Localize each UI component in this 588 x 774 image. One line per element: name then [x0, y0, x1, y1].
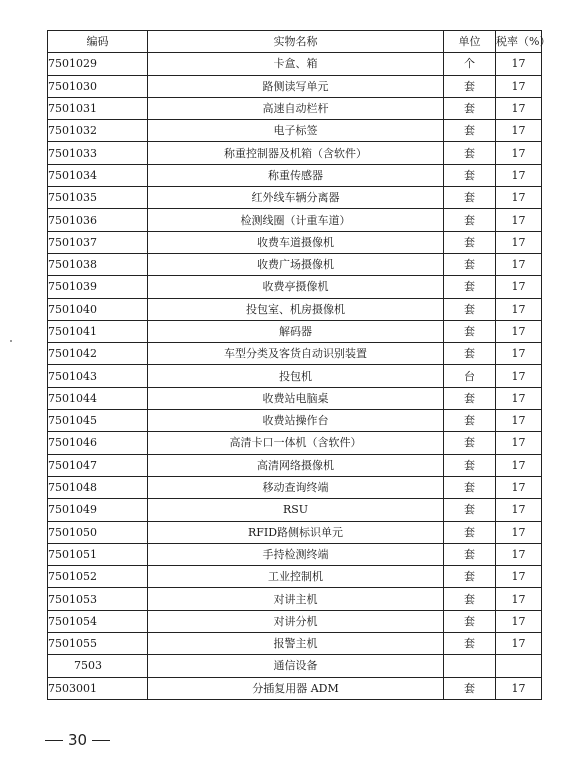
margin-mark [10, 340, 12, 342]
cell-unit: 套 [444, 432, 496, 454]
header-code: 编码 [48, 31, 148, 53]
cell-unit: 套 [444, 454, 496, 476]
cell-code: 7501055 [48, 633, 148, 655]
cell-code: 7501048 [48, 476, 148, 498]
table-row [48, 633, 542, 655]
table-row [48, 454, 542, 476]
cell-code: 7501035 [48, 187, 148, 209]
cell-name: 手持检测终端 [148, 543, 444, 565]
cell-name: 对讲主机 [148, 588, 444, 610]
table-header-row [48, 31, 542, 53]
table-row [48, 231, 542, 253]
table-row [48, 253, 542, 275]
cell-unit: 套 [444, 521, 496, 543]
cell-rate: 17 [496, 588, 542, 610]
cell-rate: 17 [496, 543, 542, 565]
cell-unit: 套 [444, 120, 496, 142]
cell-rate: 17 [496, 142, 542, 164]
cell-code: 7501034 [48, 164, 148, 186]
cell-rate: 17 [496, 75, 542, 97]
cell-name: 投包室、机房摄像机 [148, 298, 444, 320]
cell-unit [444, 655, 496, 677]
table-row [48, 655, 542, 677]
cell-unit: 套 [444, 566, 496, 588]
cell-rate: 17 [496, 320, 542, 342]
cell-name: 车型分类及客货自动识别装置 [148, 343, 444, 365]
table-row [48, 120, 542, 142]
table-row [48, 521, 542, 543]
table-row [48, 142, 542, 164]
cell-rate: 17 [496, 476, 542, 498]
cell-name: 高清网络摄像机 [148, 454, 444, 476]
table-row [48, 187, 542, 209]
cell-name: 电子标签 [148, 120, 444, 142]
cell-rate: 17 [496, 410, 542, 432]
cell-rate: 17 [496, 276, 542, 298]
cell-code: 7501029 [48, 53, 148, 75]
cell-unit: 套 [444, 543, 496, 565]
table-row [48, 588, 542, 610]
cell-code: 7501042 [48, 343, 148, 365]
cell-unit: 个 [444, 53, 496, 75]
cell-name: 路侧读写单元 [148, 75, 444, 97]
cell-name: 收费亭摄像机 [148, 276, 444, 298]
table-row [48, 387, 542, 409]
cell-unit: 套 [444, 410, 496, 432]
table-row [48, 365, 542, 387]
table-row [48, 343, 542, 365]
footer-dash-right [92, 740, 110, 741]
cell-name: 解码器 [148, 320, 444, 342]
cell-code: 7501038 [48, 253, 148, 275]
cell-rate: 17 [496, 566, 542, 588]
table-row [48, 276, 542, 298]
cell-unit: 套 [444, 142, 496, 164]
cell-code: 7501044 [48, 387, 148, 409]
page-number: 30 [68, 731, 88, 749]
cell-code: 7501043 [48, 365, 148, 387]
cell-rate: 17 [496, 164, 542, 186]
cell-unit: 套 [444, 320, 496, 342]
cell-code: 7501050 [48, 521, 148, 543]
cell-unit: 套 [444, 164, 496, 186]
cell-name: 对讲分机 [148, 610, 444, 632]
cell-code: 7501033 [48, 142, 148, 164]
table-row [48, 97, 542, 119]
cell-name: 工业控制机 [148, 566, 444, 588]
table-row [48, 320, 542, 342]
cell-unit: 套 [444, 187, 496, 209]
cell-code: 7501037 [48, 231, 148, 253]
cell-rate: 17 [496, 120, 542, 142]
table-row [48, 476, 542, 498]
cell-rate: 17 [496, 633, 542, 655]
table-row [48, 566, 542, 588]
page-footer [40, 731, 115, 749]
cell-name: 收费站操作台 [148, 410, 444, 432]
table-row [48, 543, 542, 565]
cell-name: 红外线车辆分离器 [148, 187, 444, 209]
cell-name: 高速自动栏杆 [148, 97, 444, 119]
cell-unit: 套 [444, 231, 496, 253]
cell-unit: 套 [444, 97, 496, 119]
cell-rate: 17 [496, 432, 542, 454]
cell-rate: 17 [496, 677, 542, 699]
cell-name: 收费站电脑桌 [148, 387, 444, 409]
cell-name: 卡盒、箱 [148, 53, 444, 75]
cell-rate: 17 [496, 253, 542, 275]
cell-unit: 套 [444, 476, 496, 498]
cell-code: 7501039 [48, 276, 148, 298]
cell-unit: 套 [444, 588, 496, 610]
table-row [48, 53, 542, 75]
cell-name: 称重传感器 [148, 164, 444, 186]
header-rate: 税率（%） [496, 31, 542, 53]
cell-unit: 套 [444, 253, 496, 275]
table-row [48, 432, 542, 454]
cell-rate: 17 [496, 187, 542, 209]
cell-code: 7501047 [48, 454, 148, 476]
cell-name: 通信设备 [148, 655, 444, 677]
cell-code: 7501046 [48, 432, 148, 454]
cell-unit: 套 [444, 499, 496, 521]
cell-code: 7501041 [48, 320, 148, 342]
cell-code: 7501045 [48, 410, 148, 432]
cell-name: 称重控制器及机箱（含软件） [148, 142, 444, 164]
table-row [48, 75, 542, 97]
cell-name: 移动查询终端 [148, 476, 444, 498]
cell-rate [496, 655, 542, 677]
cell-code: 7501054 [48, 610, 148, 632]
cell-rate: 17 [496, 343, 542, 365]
cell-name: 收费广场摄像机 [148, 253, 444, 275]
cell-unit: 套 [444, 677, 496, 699]
table-row [48, 164, 542, 186]
cell-unit: 套 [444, 610, 496, 632]
header-name: 实物名称 [148, 31, 444, 53]
tax-rate-table [47, 30, 551, 700]
cell-rate: 17 [496, 298, 542, 320]
cell-unit: 套 [444, 276, 496, 298]
cell-code: 7501031 [48, 97, 148, 119]
cell-code: 7501053 [48, 588, 148, 610]
cell-code: 7503 [48, 655, 148, 677]
cell-rate: 17 [496, 387, 542, 409]
cell-code: 7501051 [48, 543, 148, 565]
cell-rate: 17 [496, 610, 542, 632]
cell-unit: 套 [444, 633, 496, 655]
header-unit: 单位 [444, 31, 496, 53]
cell-unit: 台 [444, 365, 496, 387]
footer-dash-left [45, 740, 63, 741]
cell-code: 7501032 [48, 120, 148, 142]
cell-rate: 17 [496, 365, 542, 387]
cell-name: 检测线圈（计重车道） [148, 209, 444, 231]
cell-rate: 17 [496, 454, 542, 476]
cell-code: 7501049 [48, 499, 148, 521]
table-row [48, 610, 542, 632]
cell-name: 收费车道摄像机 [148, 231, 444, 253]
cell-code: 7501036 [48, 209, 148, 231]
table-row [48, 410, 542, 432]
table-row [48, 677, 542, 699]
cell-code: 7501040 [48, 298, 148, 320]
cell-rate: 17 [496, 521, 542, 543]
cell-rate: 17 [496, 499, 542, 521]
cell-name: 分插复用器 ADM [148, 677, 444, 699]
cell-name: RFID路侧标识单元 [148, 521, 444, 543]
cell-code: 7503001 [48, 677, 148, 699]
table-row [48, 209, 542, 231]
cell-code: 7501030 [48, 75, 148, 97]
cell-rate: 17 [496, 231, 542, 253]
cell-unit: 套 [444, 343, 496, 365]
table-body [48, 53, 542, 700]
cell-rate: 17 [496, 53, 542, 75]
cell-unit: 套 [444, 298, 496, 320]
cell-name: 报警主机 [148, 633, 444, 655]
cell-rate: 17 [496, 209, 542, 231]
cell-name: 投包机 [148, 365, 444, 387]
cell-name: 高清卡口一体机（含软件） [148, 432, 444, 454]
table-row [48, 499, 542, 521]
cell-unit: 套 [444, 387, 496, 409]
cell-rate: 17 [496, 97, 542, 119]
table-row [48, 298, 542, 320]
cell-unit: 套 [444, 209, 496, 231]
cell-unit: 套 [444, 75, 496, 97]
cell-code: 7501052 [48, 566, 148, 588]
cell-name: RSU [148, 499, 444, 521]
